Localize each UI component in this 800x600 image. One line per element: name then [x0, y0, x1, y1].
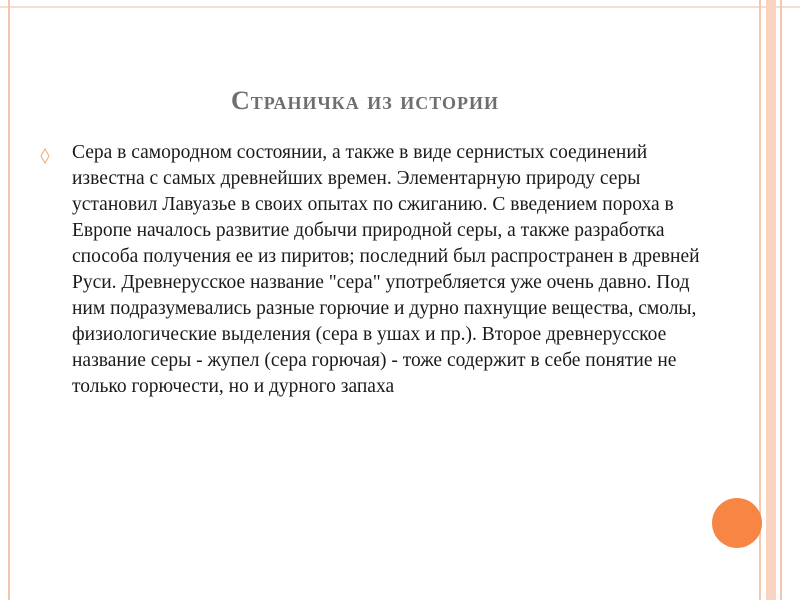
decorative-top-line	[0, 6, 800, 8]
slide-body-text: Сера в самородном состоянии, а также в виде сернистых соединений известна с самых древнейших времен. Элементарную природу серы установил Лавуазье в своих опытах по сжиганию. С введением пороха в Европе началось развитие добычи природной серы, а также разработка способа получения ее из пиритов; последний был распространен в древней Руси. Древнерусское название "сера" употребляется уже очень давно. Под ним подразумевались разные горючие и дурно пахнущие вещества, смолы, физиологические выделения (сера в ушах и пр.). Второе древнерусское название серы - жупел (сера горючая) - тоже содержит в себе понятие не только горючести, но и дурного запаха	[72, 142, 700, 397]
decorative-right-outer-line	[780, 0, 782, 600]
decorative-right-inner-line	[759, 0, 761, 600]
decorative-right-band	[766, 0, 776, 600]
hollow-diamond-bullet-icon	[40, 148, 50, 164]
slide-title: Страничка из истории	[230, 86, 499, 115]
decorative-orange-circle	[712, 498, 762, 548]
